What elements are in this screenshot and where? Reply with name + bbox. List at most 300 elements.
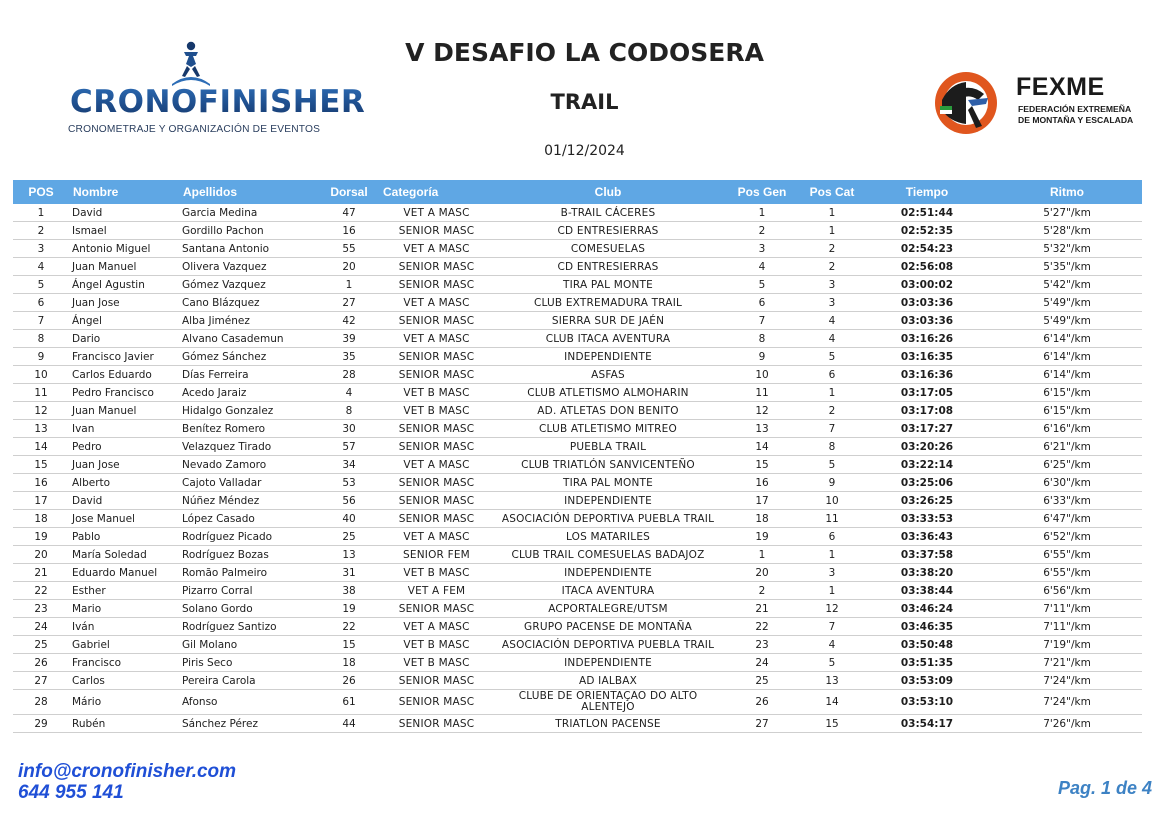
table-row [13, 366, 1142, 384]
cell-pos-cat: 7 [802, 420, 862, 438]
cell-ritmo: 5'49"/km [992, 312, 1142, 330]
cell-apellidos: Pizarro Corral [179, 582, 319, 600]
cell-tiempo: 03:50:48 [862, 636, 992, 654]
table-row [13, 258, 1142, 276]
cell-pos-cat: 3 [802, 564, 862, 582]
cell-pos-gen: 4 [722, 258, 802, 276]
cell-dorsal: 30 [319, 420, 379, 438]
cell-pos: 2 [13, 222, 69, 240]
cell-pos-cat: 8 [802, 438, 862, 456]
cell-pos-cat: 9 [802, 474, 862, 492]
table-row [13, 690, 1142, 715]
cell-categoria: SENIOR MASC [379, 690, 494, 715]
cell-categoria: VET A MASC [379, 294, 494, 312]
cell-nombre: Ismael [69, 222, 179, 240]
cell-categoria: SENIOR FEM [379, 546, 494, 564]
cell-categoria: SENIOR MASC [379, 366, 494, 384]
cell-nombre: Mário [69, 690, 179, 715]
cell-categoria: SENIOR MASC [379, 672, 494, 690]
cell-club: CLUB ITACA AVENTURA [494, 330, 722, 348]
table-row [13, 438, 1142, 456]
col-header-pos: POS [28, 185, 54, 199]
cell-dorsal: 39 [319, 330, 379, 348]
cell-club: TRIATLON PACENSE [494, 715, 722, 733]
cell-pos-gen: 17 [722, 492, 802, 510]
cell-pos-gen: 16 [722, 474, 802, 492]
cell-categoria: VET A MASC [379, 528, 494, 546]
cell-club: ASOCIACIÓN DEPORTIVA PUEBLA TRAIL [494, 510, 722, 528]
cell-nombre: Ivan [69, 420, 179, 438]
table-row [13, 276, 1142, 294]
page-number: Pag. 1 de 4 [1057, 778, 1152, 798]
federation-name [1018, 104, 1133, 125]
cell-nombre: Pedro Francisco [69, 384, 179, 402]
cell-nombre: Alberto [69, 474, 179, 492]
event-date: 01/12/2024 [544, 143, 625, 159]
cell-tiempo: 03:53:09 [862, 672, 992, 690]
cell-pos: 7 [13, 312, 69, 330]
cell-tiempo: 03:03:36 [862, 312, 992, 330]
cell-ritmo: 5'32"/km [992, 240, 1142, 258]
cell-club: CLUB TRIATLÓN SANVICENTEÑO [494, 456, 722, 474]
cell-pos: 26 [13, 654, 69, 672]
table-row [13, 582, 1142, 600]
table-row [13, 348, 1142, 366]
cell-pos-cat: 4 [802, 636, 862, 654]
cell-tiempo: 03:00:02 [862, 276, 992, 294]
cell-apellidos: Solano Gordo [179, 600, 319, 618]
cell-tiempo: 03:54:17 [862, 715, 992, 733]
cell-club: CLUBE DE ORIENTAÇÃO DO ALTO ALENTEJO [494, 690, 722, 715]
cell-nombre: Iván [69, 618, 179, 636]
cell-pos-gen: 5 [722, 276, 802, 294]
cell-dorsal: 13 [319, 546, 379, 564]
event-subtitle: TRAIL [550, 90, 619, 114]
cell-apellidos: Romão Palmeiro [179, 564, 319, 582]
cell-pos: 22 [13, 582, 69, 600]
cell-nombre: María Soledad [69, 546, 179, 564]
brand-name: CRONOFINISHER [70, 84, 366, 120]
fexme-logo [932, 70, 1137, 136]
cell-pos: 20 [13, 546, 69, 564]
cell-dorsal: 42 [319, 312, 379, 330]
cell-nombre: Carlos [69, 672, 179, 690]
cell-club: INDEPENDIENTE [494, 654, 722, 672]
cell-tiempo: 03:17:08 [862, 402, 992, 420]
cell-apellidos: Alba Jiménez [179, 312, 319, 330]
cell-pos: 14 [13, 438, 69, 456]
cell-dorsal: 34 [319, 456, 379, 474]
cell-tiempo: 02:52:35 [862, 222, 992, 240]
cell-club: ACPORTALEGRE/UTSM [494, 600, 722, 618]
cell-pos-gen: 19 [722, 528, 802, 546]
table-row [13, 384, 1142, 402]
cell-ritmo: 7'11"/km [992, 618, 1142, 636]
cell-pos: 27 [13, 672, 69, 690]
cell-ritmo: 6'30"/km [992, 474, 1142, 492]
cell-tiempo: 03:16:35 [862, 348, 992, 366]
cell-pos: 10 [13, 366, 69, 384]
table-row [13, 672, 1142, 690]
cell-nombre: Juan Manuel [69, 402, 179, 420]
cell-pos-gen: 13 [722, 420, 802, 438]
cell-pos-gen: 22 [722, 618, 802, 636]
cell-dorsal: 22 [319, 618, 379, 636]
cell-dorsal: 25 [319, 528, 379, 546]
cell-pos-gen: 23 [722, 636, 802, 654]
col-header-nombre: Nombre [73, 185, 119, 199]
cell-dorsal: 56 [319, 492, 379, 510]
cell-categoria: SENIOR MASC [379, 715, 494, 733]
cell-nombre: Mario [69, 600, 179, 618]
cell-tiempo: 03:16:26 [862, 330, 992, 348]
cell-categoria: VET B MASC [379, 654, 494, 672]
table-row [13, 456, 1142, 474]
cell-club: ITACA AVENTURA [494, 582, 722, 600]
cell-apellidos: Acedo Jaraiz [179, 384, 319, 402]
federation-name-line2: DE MONTAÑA Y ESCALADA [1018, 114, 1134, 125]
cell-nombre: Antonio Miguel [69, 240, 179, 258]
col-header-dorsal: Dorsal [330, 185, 368, 199]
table-header-row [13, 180, 1142, 204]
cell-dorsal: 4 [319, 384, 379, 402]
cell-categoria: VET A MASC [379, 618, 494, 636]
cell-categoria: SENIOR MASC [379, 474, 494, 492]
cell-pos: 29 [13, 715, 69, 733]
cell-categoria: SENIOR MASC [379, 438, 494, 456]
cell-pos-gen: 7 [722, 312, 802, 330]
cell-pos-gen: 1 [722, 546, 802, 564]
cell-nombre: Ángel [69, 312, 179, 330]
cell-pos-gen: 27 [722, 715, 802, 733]
cell-pos: 12 [13, 402, 69, 420]
cell-ritmo: 7'21"/km [992, 654, 1142, 672]
cell-ritmo: 7'24"/km [992, 672, 1142, 690]
cell-club: SIERRA SUR DE JAÉN [494, 312, 722, 330]
cell-dorsal: 28 [319, 366, 379, 384]
cell-pos-cat: 15 [802, 715, 862, 733]
cell-apellidos: Santana Antonio [179, 240, 319, 258]
cell-club: TIRA PAL MONTE [494, 474, 722, 492]
cell-ritmo: 6'15"/km [992, 402, 1142, 420]
cell-pos: 5 [13, 276, 69, 294]
cell-pos-cat: 5 [802, 348, 862, 366]
table-row [13, 654, 1142, 672]
cell-nombre: Francisco Javier [69, 348, 179, 366]
cell-apellidos: Días Ferreira [179, 366, 319, 384]
cell-dorsal: 18 [319, 654, 379, 672]
federation-name-line1: FEDERACIÓN EXTREMEÑA [1018, 104, 1132, 114]
table-row [13, 294, 1142, 312]
col-header-ritmo: Ritmo [1050, 185, 1084, 199]
cell-apellidos: Garcia Medina [179, 204, 319, 222]
cell-tiempo: 03:22:14 [862, 456, 992, 474]
cell-apellidos: López Casado [179, 510, 319, 528]
cell-club: LOS MATARILES [494, 528, 722, 546]
cell-pos-cat: 2 [802, 258, 862, 276]
cell-categoria: VET A MASC [379, 240, 494, 258]
cell-pos-cat: 1 [802, 222, 862, 240]
cell-ritmo: 5'42"/km [992, 276, 1142, 294]
cell-pos-cat: 3 [802, 294, 862, 312]
cell-pos-gen: 14 [722, 438, 802, 456]
cell-club: ASFAS [494, 366, 722, 384]
cell-pos: 15 [13, 456, 69, 474]
col-header-pos-gen: Pos Gen [737, 185, 787, 199]
cell-dorsal: 16 [319, 222, 379, 240]
cell-pos-gen: 2 [722, 222, 802, 240]
cell-pos-cat: 6 [802, 528, 862, 546]
cell-apellidos: Rodríguez Bozas [179, 546, 319, 564]
table-row [13, 312, 1142, 330]
cell-pos-gen: 20 [722, 564, 802, 582]
cell-dorsal: 8 [319, 402, 379, 420]
cell-categoria: SENIOR MASC [379, 312, 494, 330]
table-row [13, 222, 1142, 240]
table-row [13, 715, 1142, 733]
cell-club: CLUB ATLETISMO MITREO [494, 420, 722, 438]
cell-nombre: Rubén [69, 715, 179, 733]
cell-pos-cat: 13 [802, 672, 862, 690]
table-row [13, 240, 1142, 258]
cell-apellidos: Gómez Sánchez [179, 348, 319, 366]
cell-pos-cat: 11 [802, 510, 862, 528]
fexme-emblem-icon [932, 70, 1000, 136]
cell-dorsal: 26 [319, 672, 379, 690]
cell-pos-cat: 2 [802, 402, 862, 420]
cell-ritmo: 6'47"/km [992, 510, 1142, 528]
cell-apellidos: Sánchez Pérez [179, 715, 319, 733]
cell-pos: 3 [13, 240, 69, 258]
cell-apellidos: Pereira Carola [179, 672, 319, 690]
cell-pos-cat: 1 [802, 204, 862, 222]
cell-pos-cat: 7 [802, 618, 862, 636]
cell-ritmo: 6'52"/km [992, 528, 1142, 546]
table-row [13, 474, 1142, 492]
cell-club: COMESUELAS [494, 240, 722, 258]
cell-nombre: Dario [69, 330, 179, 348]
cell-categoria: SENIOR MASC [379, 600, 494, 618]
cell-club: ASOCIACIÓN DEPORTIVA PUEBLA TRAIL [494, 636, 722, 654]
cell-pos-cat: 14 [802, 690, 862, 715]
table-row [13, 636, 1142, 654]
cell-apellidos: Núñez Méndez [179, 492, 319, 510]
cell-ritmo: 6'14"/km [992, 348, 1142, 366]
cell-pos: 24 [13, 618, 69, 636]
cell-club: CLUB EXTREMADURA TRAIL [494, 294, 722, 312]
cell-ritmo: 5'35"/km [992, 258, 1142, 276]
cell-pos: 9 [13, 348, 69, 366]
cell-ritmo: 6'14"/km [992, 330, 1142, 348]
cell-nombre: Juan Manuel [69, 258, 179, 276]
cell-apellidos: Olivera Vazquez [179, 258, 319, 276]
table-row [13, 492, 1142, 510]
contact-info [18, 761, 236, 803]
cell-ritmo: 6'55"/km [992, 546, 1142, 564]
cell-pos: 23 [13, 600, 69, 618]
cell-categoria: SENIOR MASC [379, 348, 494, 366]
brand-tagline: CRONOMETRAJE Y ORGANIZACIÓN DE EVENTOS [68, 124, 321, 135]
cell-categoria: VET A MASC [379, 204, 494, 222]
cell-pos-gen: 26 [722, 690, 802, 715]
cell-dorsal: 19 [319, 600, 379, 618]
cell-pos-cat: 1 [802, 582, 862, 600]
cell-pos-cat: 6 [802, 366, 862, 384]
cell-dorsal: 53 [319, 474, 379, 492]
table-row [13, 564, 1142, 582]
cell-categoria: SENIOR MASC [379, 258, 494, 276]
cell-tiempo: 03:36:43 [862, 528, 992, 546]
cell-apellidos: Afonso [179, 690, 319, 715]
federation-abbr: FEXME [1016, 73, 1105, 101]
cell-apellidos: Nevado Zamoro [179, 456, 319, 474]
table-row [13, 420, 1142, 438]
cell-pos: 1 [13, 204, 69, 222]
cell-pos-gen: 3 [722, 240, 802, 258]
col-header-apellidos: Apellidos [183, 185, 238, 199]
cell-categoria: VET A MASC [379, 456, 494, 474]
cell-pos-gen: 8 [722, 330, 802, 348]
cell-pos-cat: 5 [802, 654, 862, 672]
cell-apellidos: Piris Seco [179, 654, 319, 672]
col-header-categoria: Categoría [383, 185, 439, 199]
cell-tiempo: 03:38:44 [862, 582, 992, 600]
cell-apellidos: Hidalgo Gonzalez [179, 402, 319, 420]
cell-dorsal: 38 [319, 582, 379, 600]
cell-tiempo: 03:17:05 [862, 384, 992, 402]
cell-club: GRUPO PACENSE DE MONTAÑA [494, 618, 722, 636]
cell-categoria: VET B MASC [379, 636, 494, 654]
cell-tiempo: 03:17:27 [862, 420, 992, 438]
cell-pos-gen: 15 [722, 456, 802, 474]
cell-nombre: Juan Jose [69, 294, 179, 312]
table-row [13, 510, 1142, 528]
cell-tiempo: 03:25:06 [862, 474, 992, 492]
cell-pos: 6 [13, 294, 69, 312]
cell-pos-gen: 25 [722, 672, 802, 690]
contact-email[interactable]: info@cronofinisher.com [18, 761, 237, 782]
table-row [13, 600, 1142, 618]
cell-club: INDEPENDIENTE [494, 492, 722, 510]
cell-club: INDEPENDIENTE [494, 564, 722, 582]
cell-categoria: VET B MASC [379, 402, 494, 420]
cell-pos: 11 [13, 384, 69, 402]
cell-categoria: SENIOR MASC [379, 420, 494, 438]
cell-pos-cat: 4 [802, 312, 862, 330]
cell-apellidos: Rodríguez Santizo [179, 618, 319, 636]
cell-tiempo: 03:38:20 [862, 564, 992, 582]
cell-pos: 13 [13, 420, 69, 438]
cell-pos: 25 [13, 636, 69, 654]
cell-apellidos: Cajoto Valladar [179, 474, 319, 492]
cell-nombre: Pablo [69, 528, 179, 546]
table-row [13, 546, 1142, 564]
cell-ritmo: 6'25"/km [992, 456, 1142, 474]
cell-dorsal: 1 [319, 276, 379, 294]
cell-club: CLUB TRAIL COMESUELAS BADAJOZ [494, 546, 722, 564]
cell-pos-gen: 1 [722, 204, 802, 222]
cell-tiempo: 02:54:23 [862, 240, 992, 258]
cell-club: CD ENTRESIERRAS [494, 258, 722, 276]
cell-ritmo: 5'49"/km [992, 294, 1142, 312]
cell-nombre: Jose Manuel [69, 510, 179, 528]
cell-nombre: Pedro [69, 438, 179, 456]
cell-pos-cat: 12 [802, 600, 862, 618]
cell-pos: 16 [13, 474, 69, 492]
cell-tiempo: 03:16:36 [862, 366, 992, 384]
cell-dorsal: 20 [319, 258, 379, 276]
cell-pos-cat: 3 [802, 276, 862, 294]
cell-pos-cat: 4 [802, 330, 862, 348]
cell-club: PUEBLA TRAIL [494, 438, 722, 456]
cell-apellidos: Alvano Casademun [179, 330, 319, 348]
cell-pos-gen: 6 [722, 294, 802, 312]
cell-pos: 17 [13, 492, 69, 510]
contact-phone: 644 955 141 [18, 782, 124, 803]
cell-pos: 19 [13, 528, 69, 546]
cell-nombre: Eduardo Manuel [69, 564, 179, 582]
cell-ritmo: 7'11"/km [992, 600, 1142, 618]
cell-tiempo: 03:46:24 [862, 600, 992, 618]
cell-dorsal: 55 [319, 240, 379, 258]
cell-tiempo: 03:26:25 [862, 492, 992, 510]
cell-dorsal: 27 [319, 294, 379, 312]
col-header-club: Club [594, 185, 622, 199]
cell-ritmo: 6'56"/km [992, 582, 1142, 600]
cell-apellidos: Gómez Vazquez [179, 276, 319, 294]
cell-pos-cat: 1 [802, 546, 862, 564]
cell-dorsal: 40 [319, 510, 379, 528]
cell-apellidos: Benítez Romero [179, 420, 319, 438]
cell-categoria: VET A MASC [379, 330, 494, 348]
cell-pos-gen: 21 [722, 600, 802, 618]
cell-ritmo: 7'24"/km [992, 690, 1142, 715]
cell-pos: 28 [13, 690, 69, 715]
cell-ritmo: 5'28"/km [992, 222, 1142, 240]
cell-pos-gen: 11 [722, 384, 802, 402]
cell-dorsal: 47 [319, 204, 379, 222]
table-row [13, 528, 1142, 546]
cell-pos-cat: 10 [802, 492, 862, 510]
cell-pos-cat: 1 [802, 384, 862, 402]
cell-dorsal: 57 [319, 438, 379, 456]
cell-pos: 8 [13, 330, 69, 348]
cell-ritmo: 7'26"/km [992, 715, 1142, 733]
cell-dorsal: 15 [319, 636, 379, 654]
cell-nombre: Esther [69, 582, 179, 600]
cell-nombre: David [69, 204, 179, 222]
cell-apellidos: Velazquez Tirado [179, 438, 319, 456]
cell-tiempo: 03:03:36 [862, 294, 992, 312]
cell-tiempo: 03:46:35 [862, 618, 992, 636]
table-row [13, 204, 1142, 222]
cell-nombre: Carlos Eduardo [69, 366, 179, 384]
cell-ritmo: 6'15"/km [992, 384, 1142, 402]
cell-categoria: SENIOR MASC [379, 222, 494, 240]
table-row [13, 618, 1142, 636]
table-row [13, 402, 1142, 420]
results-body [13, 204, 1142, 733]
cell-pos-cat: 2 [802, 240, 862, 258]
cell-nombre: Francisco [69, 654, 179, 672]
cell-ritmo: 6'16"/km [992, 420, 1142, 438]
cell-pos-gen: 10 [722, 366, 802, 384]
cell-club: CD ENTRESIERRAS [494, 222, 722, 240]
cell-categoria: SENIOR MASC [379, 276, 494, 294]
cell-categoria: VET B MASC [379, 564, 494, 582]
cell-apellidos: Cano Blázquez [179, 294, 319, 312]
cell-ritmo: 6'14"/km [992, 366, 1142, 384]
